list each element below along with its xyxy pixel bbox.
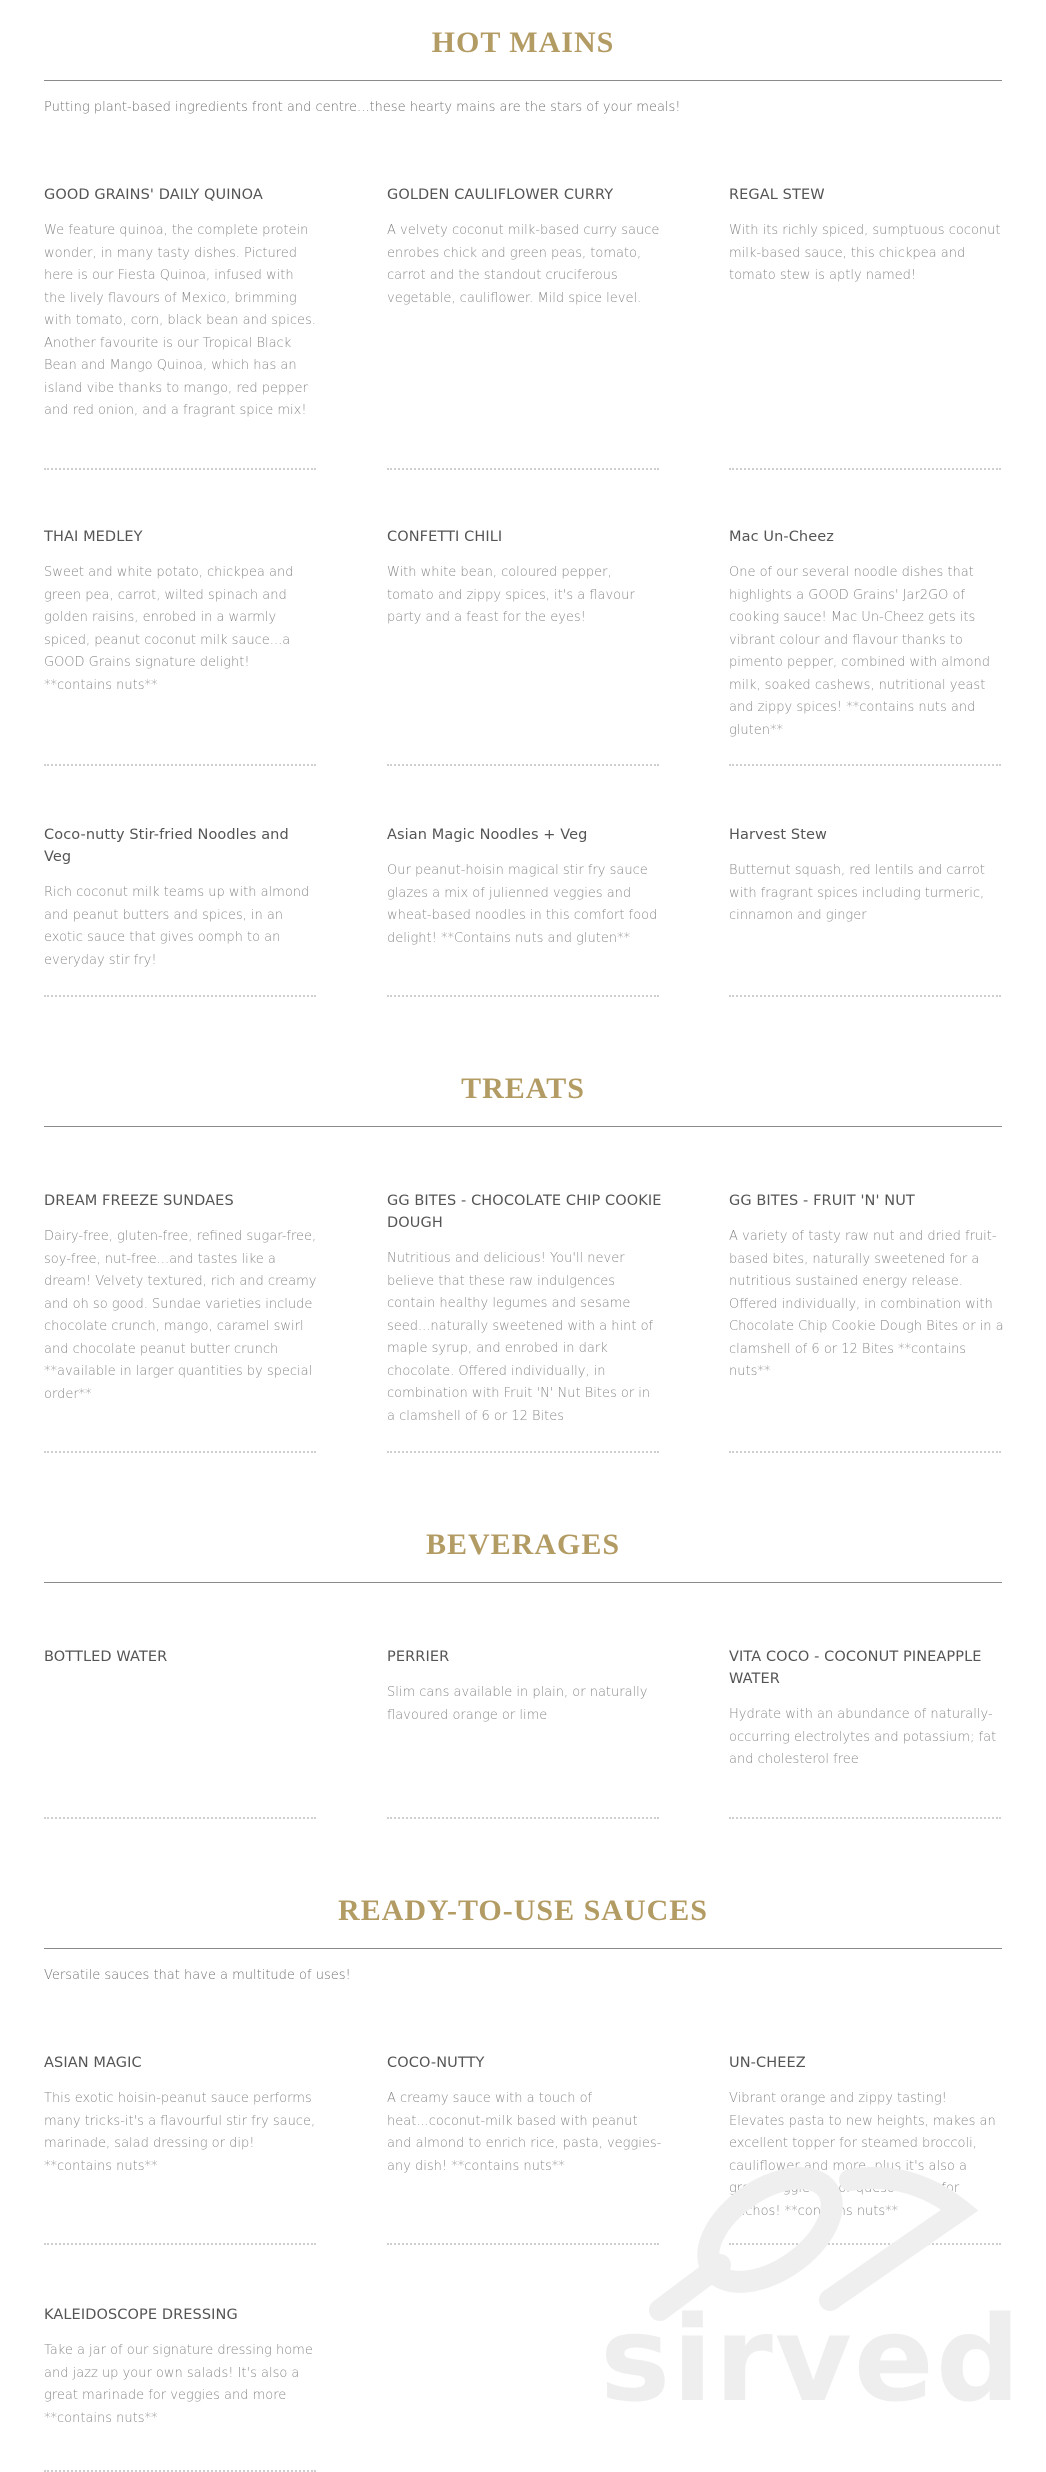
- section-title-hot-mains: HOT MAINS: [431, 26, 615, 59]
- item-description: Slim cans available in plain, or naturally flavoured orange or lime: [387, 1685, 648, 1723]
- item-name: KALEIDOSCOPE DRESSING: [44, 2307, 238, 2323]
- item-name: GG BITES - FRUIT 'N' NUT: [729, 1193, 915, 1209]
- section-title-beverages: BEVERAGES: [425, 1528, 621, 1561]
- item-name: GOLDEN CAULIFLOWER CURRY: [387, 187, 614, 203]
- item-description: A creamy sauce with a touch of heat...coconut-milk based with peanut and almond to enrich rice, pasta, veggies-any dish! **contains nuts**: [387, 2091, 662, 2174]
- item-divider: [44, 468, 316, 470]
- item-divider: [387, 1451, 659, 1453]
- section-rule: [44, 1582, 1002, 1583]
- item-divider: [729, 468, 1001, 470]
- item-description: Take a jar of our signature dressing home and jazz up your own salads! It's also a great marinade for veggies and more **contains nuts**: [44, 2343, 313, 2426]
- item-divider: [729, 1451, 1001, 1453]
- section-intro: Putting plant-based ingredients front and centre...these hearty mains are the stars of your meals!: [44, 100, 681, 115]
- item-description: One of our several noodle dishes that highlights a GOOD Grains' Jar2GO of cooking sauce! Mac Un-Cheez gets its vibrant colour and flavour thanks to pimento pepper, combined with almond milk, soaked cashews, nutritional yeast and zippy spices! **contains nuts and gluten**: [729, 565, 990, 738]
- item-description: With its richly spiced, sumptuous coconut milk-based sauce, this chickpea and tomato stew is aptly named!: [729, 223, 1001, 283]
- item-name: Asian Magic Noodles + Veg: [387, 827, 588, 843]
- menu-item[interactable]: [729, 824, 1004, 928]
- menu-item[interactable]: [44, 526, 319, 697]
- item-name: DREAM FREEZE SUNDAES: [44, 1193, 234, 1209]
- item-name: PERRIER: [387, 1649, 450, 1665]
- menu-item[interactable]: [729, 1646, 1004, 1772]
- item-name: GG BITES - CHOCOLATE CHIP COOKIE DOUGH: [387, 1193, 662, 1231]
- item-description: Our peanut-hoisin magical stir fry sauce glazes a mix of julienned veggies and wheat-based noodles in this comfort food delight! **Contains nuts and gluten**: [387, 863, 658, 946]
- item-divider: [387, 764, 659, 766]
- item-description: This exotic hoisin-peanut sauce performs many tricks-it's a flavourful stir fry sauce, marinade, salad dressing or dip! **contains nuts**: [44, 2091, 316, 2174]
- menu-item[interactable]: [387, 1190, 662, 1428]
- item-description: A velvety coconut milk-based curry sauce enrobes chick and green peas, tomato, carrot and the standout cruciferous vegetable, cauliflower. Mild spice level.: [387, 223, 660, 306]
- section-rule: [44, 1126, 1002, 1127]
- item-divider: [44, 1451, 316, 1453]
- item-divider: [387, 1817, 659, 1819]
- menu-item[interactable]: [44, 2052, 319, 2178]
- item-name: ASIAN MAGIC: [44, 2055, 142, 2071]
- item-divider: [387, 468, 659, 470]
- menu-item[interactable]: [387, 184, 662, 310]
- section-rule: [44, 80, 1002, 81]
- item-name: CONFETTI CHILI: [387, 529, 503, 545]
- item-divider: [44, 2243, 316, 2245]
- menu-item[interactable]: [729, 1190, 1004, 1384]
- menu-item[interactable]: [729, 2052, 1004, 2223]
- item-description: Vibrant orange and zippy tasting! Elevates pasta to new heights, makes an excellent topper for steamed broccoli, cauliflower and more, plus it's also a great veggie dip or queso sauce for nachos! **contains nuts**: [729, 2091, 996, 2219]
- item-description: Sweet and white potato, chickpea and green pea, carrot, wilted spinach and golden raisins, enrobed in a warmly spiced, peanut coconut milk sauce...a GOOD Grains signature delight! **contains nuts**: [44, 565, 294, 693]
- item-name: UN-CHEEZ: [729, 2055, 806, 2071]
- item-name: Mac Un-Cheez: [729, 529, 834, 545]
- section-rule: [44, 1948, 1002, 1949]
- item-name: Coco-nutty Stir-fried Noodles and Veg: [44, 827, 289, 865]
- item-divider: [44, 764, 316, 766]
- item-description: We feature quinoa, the complete protein wonder, in many tasty dishes. Pictured here is our Fiesta Quinoa, infused with the lively flavours of Mexico, brimming with tomato, corn, black bean and spices. Another favourite is our Tropical Black Bean and Mango Quinoa, which has an island vibe thanks to mango, red pepper and red onion, and a fragrant spice mix!: [44, 223, 316, 418]
- item-name: THAI MEDLEY: [44, 529, 143, 545]
- section-title-treats: TREATS: [461, 1072, 585, 1105]
- item-divider: [387, 995, 659, 997]
- item-description: A variety of tasty raw nut and dried fruit-based bites, naturally sweetened for a nutritious sustained energy release. Offered individually, in combination with Chocolate Chip Cookie Dough Bites or in a clamshell of 6 or 12 Bites **contains nuts**: [729, 1229, 1004, 1379]
- item-description: Rich coconut milk teams up with almond and peanut butters and spices, in an exotic sauce that gives oomph to an everyday stir fry!: [44, 885, 310, 968]
- menu-item[interactable]: [387, 2052, 662, 2178]
- watermark-text: sirved: [600, 2290, 1023, 2428]
- item-divider: [44, 1817, 316, 1819]
- item-divider: [387, 2243, 659, 2245]
- menu-item[interactable]: [44, 1646, 319, 1682]
- item-name: GOOD GRAINS' DAILY QUINOA: [44, 187, 263, 203]
- menu-item[interactable]: [729, 184, 1004, 288]
- section-intro: Versatile sauces that have a multitude of uses!: [44, 1968, 351, 1983]
- item-name: BOTTLED WATER: [44, 1649, 168, 1665]
- menu-item[interactable]: [387, 1646, 662, 1727]
- menu-item[interactable]: [387, 824, 662, 950]
- item-divider: [44, 995, 316, 997]
- menu-item[interactable]: [44, 2304, 319, 2430]
- section-title-sauces: READY-TO-USE SAUCES: [338, 1894, 708, 1927]
- menu-item[interactable]: [729, 526, 1004, 742]
- menu-item[interactable]: [44, 824, 319, 972]
- item-description: With white bean, coloured pepper, tomato and zippy spices, it's a flavour party and a feast for the eyes!: [387, 565, 635, 625]
- item-divider: [729, 1817, 1001, 1819]
- item-description: Hydrate with an abundance of naturally-occurring electrolytes and potassium; fat and cholesterol free: [729, 1707, 997, 1767]
- menu-item[interactable]: [44, 184, 319, 423]
- item-description: Nutritious and delicious! You'll never believe that these raw indulgences contain healthy legumes and sesame seed...naturally sweetened with a hint of maple syrup, and enrobed in dark chocolate. Offered individually, in combination with Fruit 'N' Nut Bites or in a clamshell of 6 or 12 Bites: [387, 1251, 654, 1424]
- item-name: REGAL STEW: [729, 187, 825, 203]
- item-divider: [729, 995, 1001, 997]
- item-divider: [729, 764, 1001, 766]
- menu-item[interactable]: [387, 526, 662, 630]
- item-description: Butternut squash, red lentils and carrot with fragrant spices including turmeric, cinnamon and ginger: [729, 863, 985, 923]
- item-name: COCO-NUTTY: [387, 2055, 485, 2071]
- item-divider: [729, 2243, 1001, 2245]
- item-name: Harvest Stew: [729, 827, 827, 843]
- menu-item[interactable]: [44, 1190, 319, 1406]
- item-description: Dairy-free, gluten-free, refined sugar-free, soy-free, nut-free...and tastes like a dream! Velvety textured, rich and creamy and oh so good. Sundae varieties include chocolate crunch, mango, caramel swirl and chocolate peanut butter crunch **available in larger quantities by special order**: [44, 1229, 317, 1402]
- item-name: VITA COCO - COCONUT PINEAPPLE WATER: [729, 1649, 982, 1687]
